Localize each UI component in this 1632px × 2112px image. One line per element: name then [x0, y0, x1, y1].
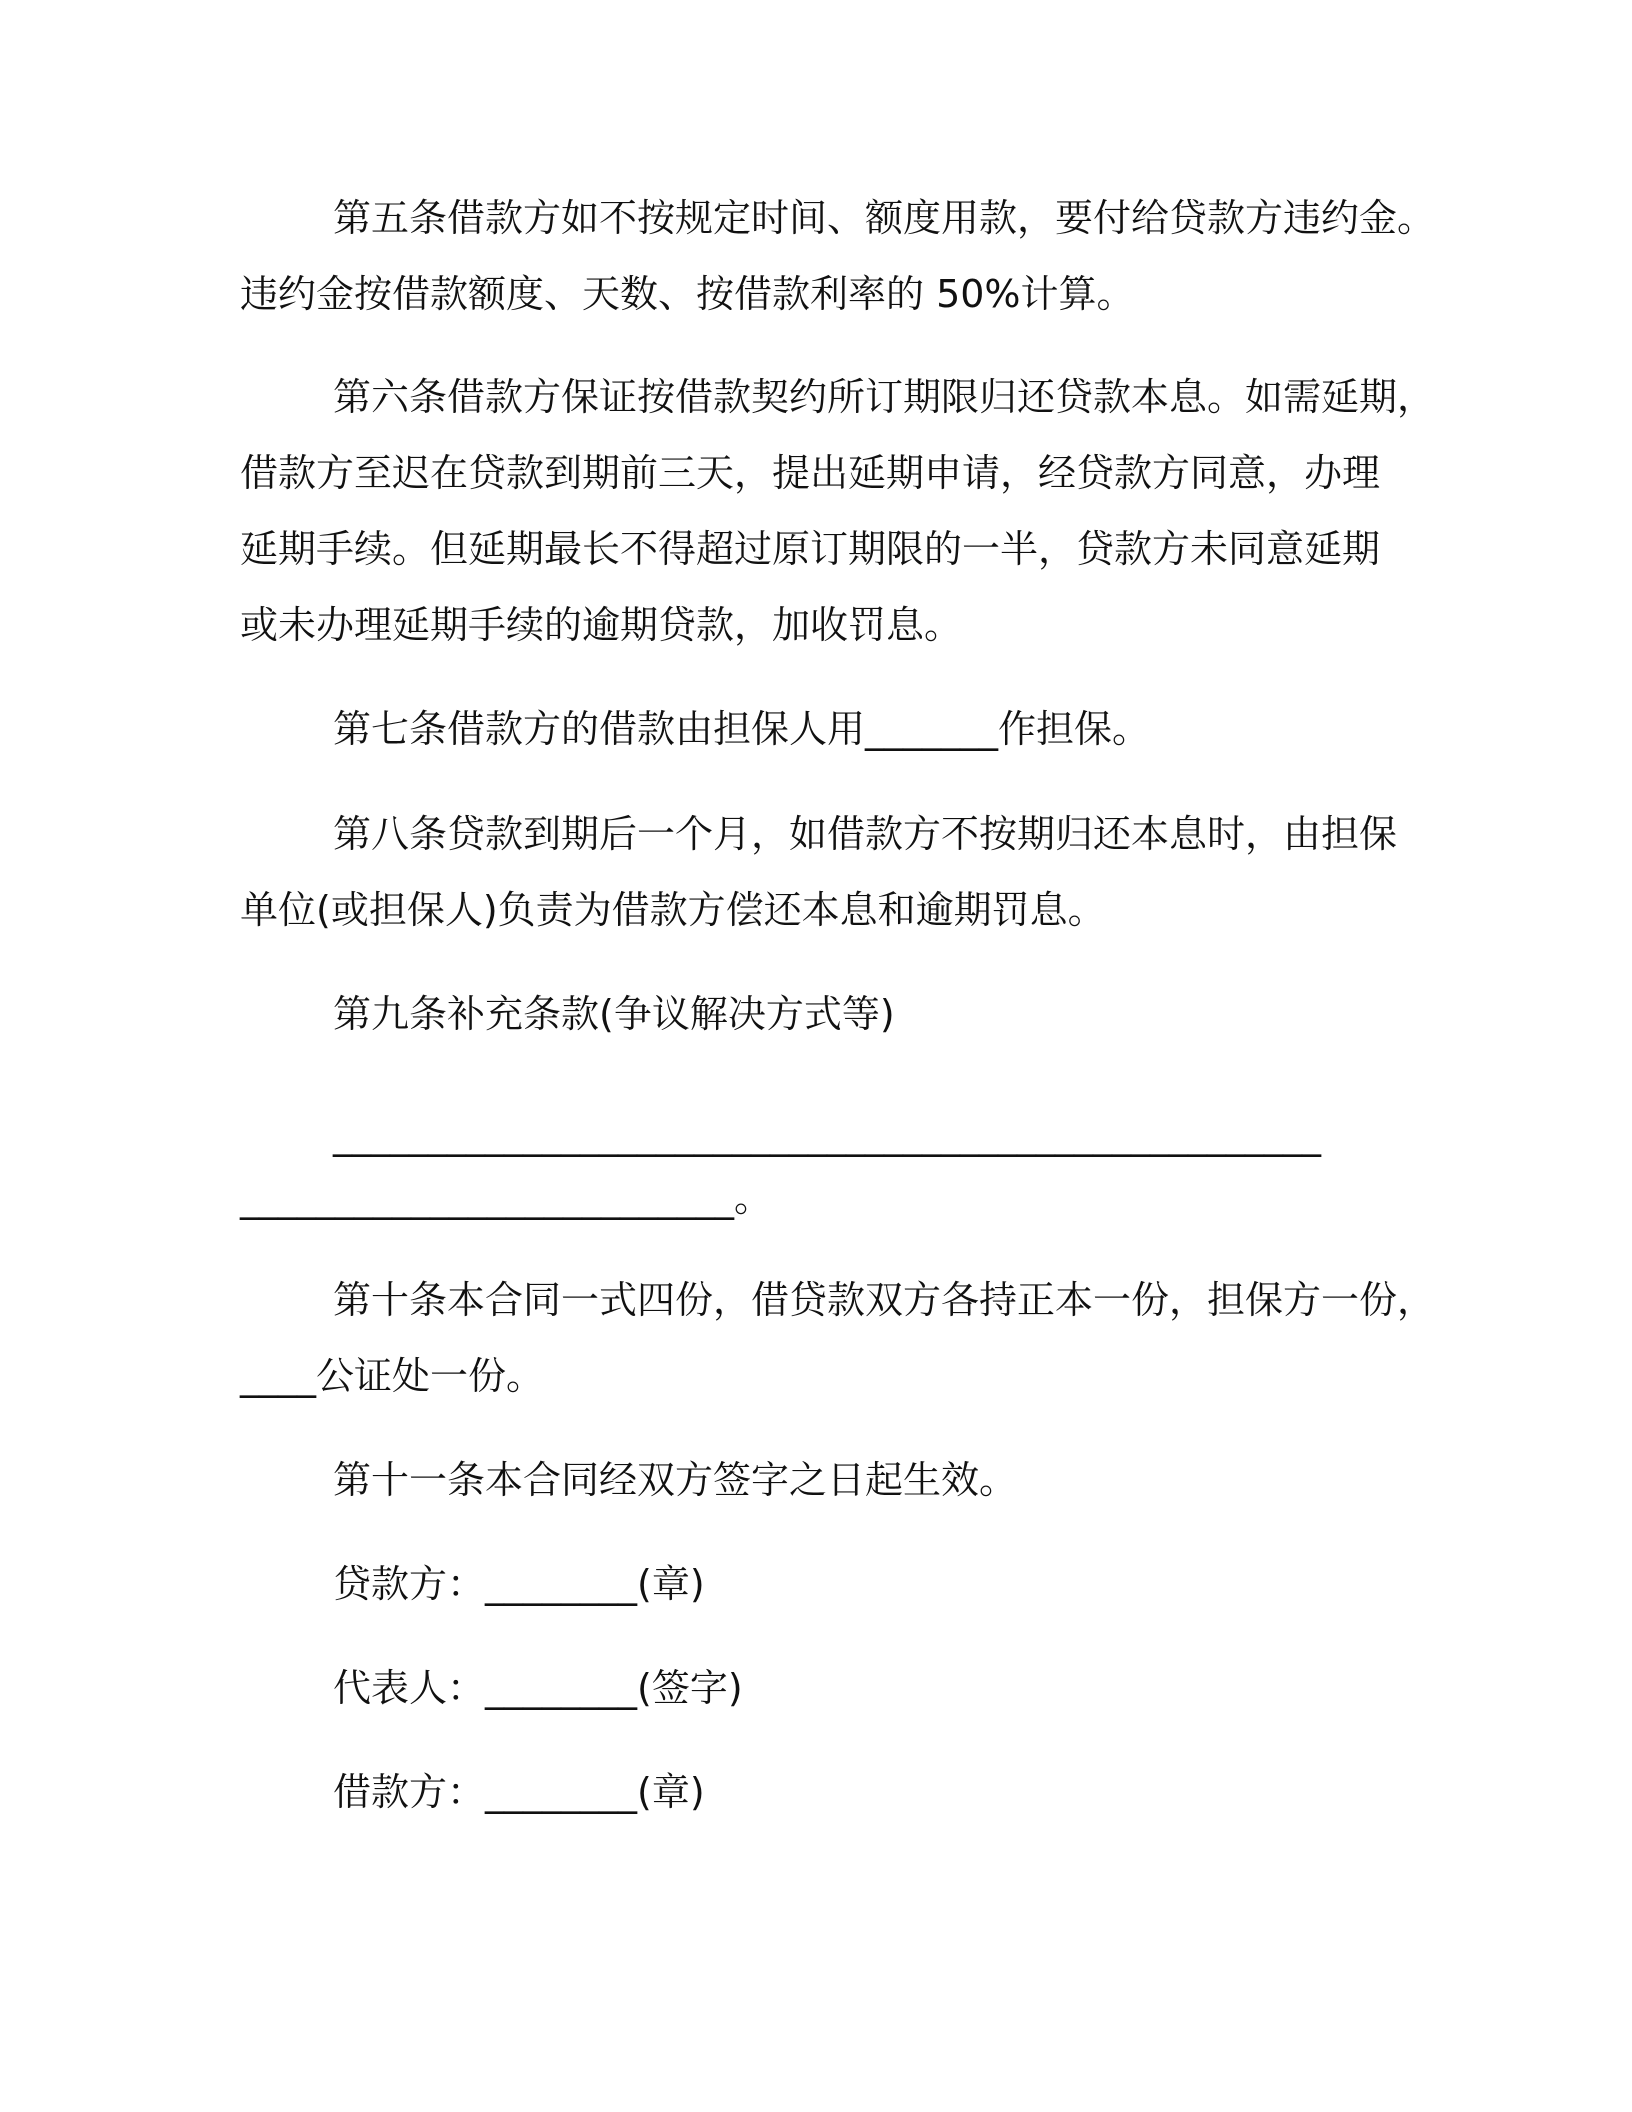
article-5-line-1: 第五条借款方如不按规定时间、额度用款，要付给贷款方违约金。 — [333, 196, 1436, 240]
article-11-line-1: 第十一条本合同经双方签字之日起生效。 — [333, 1458, 1018, 1502]
article-8-line-2: 单位(或担保人)负责为借款方偿还本息和逾期罚息。 — [240, 888, 1106, 932]
article-9-blank-1: ____________________________________________________ — [333, 1113, 1321, 1157]
article-10-line-2: ____公证处一份。 — [240, 1354, 545, 1398]
article-9-blank-2: __________________________。 — [240, 1176, 773, 1220]
borrower-signature: 借款方：________(章) — [333, 1770, 705, 1814]
article-6-line-4: 或未办理延期手续的逾期贷款，加收罚息。 — [240, 603, 963, 647]
lender-signature: 贷款方：________(章) — [333, 1562, 705, 1606]
article-6-line-3: 延期手续。但延期最长不得超过原订期限的一半，贷款方未同意延期 — [240, 527, 1381, 571]
article-9-line-1: 第九条补充条款(争议解决方式等) — [333, 992, 895, 1036]
article-10-line-1: 第十条本合同一式四份，借贷款双方各持正本一份，担保方一份， — [333, 1278, 1436, 1322]
article-8-line-1: 第八条贷款到期后一个月，如借款方不按期归还本息时，由担保 — [333, 812, 1398, 856]
article-7-line-1: 第七条借款方的借款由担保人用_______作担保。 — [333, 707, 1151, 751]
article-6-line-1: 第六条借款方保证按借款契约所订期限归还贷款本息。如需延期， — [333, 375, 1436, 419]
article-5-line-2: 违约金按借款额度、天数、按借款利率的 50%计算。 — [240, 272, 1135, 316]
article-6-line-2: 借款方至迟在贷款到期前三天，提出延期申请，经贷款方同意，办理 — [240, 451, 1381, 495]
representative-signature: 代表人：________(签字) — [333, 1666, 743, 1710]
